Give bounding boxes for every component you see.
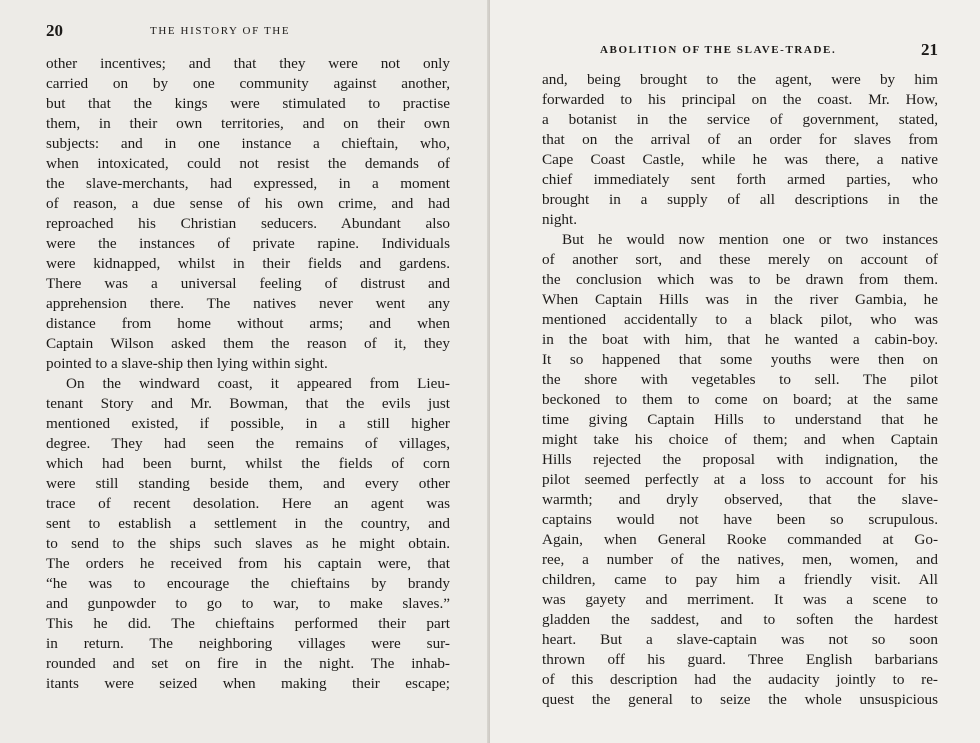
text-line: warmth; and dryly observed, that the slave- [542,491,938,508]
right-running-head-title: ABOLITION OF THE SLAVE-TRADE. [600,44,837,56]
text-line: On the windward coast, it appeared from Lieu- [66,375,450,392]
text-line: itants were seized when making their escape; [46,675,450,692]
text-line: pilot seemed perfectly at a loss to account for his [542,471,938,488]
text-line: when intoxicated, could not resist the demands of [46,155,450,172]
text-line: chief immediately sent forth armed parties, who [542,171,938,188]
text-line: in the boat with him, that he wanted a cabin-boy. [542,331,938,348]
text-line: were still standing beside them, and every other [46,475,450,492]
text-line: degree. They had seen the remains of villages, [46,435,450,452]
text-line: ree, a number of the natives, men, women, and [542,551,938,568]
right-page-number: 21 [921,40,938,59]
text-line: children, came to pay him a friendly visit. All [542,571,938,588]
text-line: gladden the saddest, and to soften the hardest [542,611,938,628]
text-line: but that the kings were stimulated to practise [46,95,450,112]
text-line: night. [542,211,578,228]
text-line: trace of recent desolation. Here an agent was [46,495,450,512]
text-line: were the instances of private rapine. Individuals [46,235,450,252]
text-line: might take his choice of them; and when Captain [542,431,938,448]
text-line: There was a universal feeling of distrust and [46,275,450,292]
text-line: and, being brought to the agent, were by him [542,71,938,88]
left-page-number: 20 [46,21,63,40]
text-line: beckoned to them to come on board; at the same [542,391,938,408]
text-line: mentioned existed, if possible, in a still higher [46,415,450,432]
text-line: that on the arrival of an order for slaves from [542,131,938,148]
text-line: of reason, a due sense of his own crime, and had [46,195,450,212]
text-line: When Captain Hills was in the river Gambia, he [542,291,938,308]
text-line: brought in a supply of all descriptions in the [542,191,938,208]
text-line: to send to the ships such slaves as he might obtain. [46,535,450,552]
text-line: time giving Captain Hills to understand that he [542,411,938,428]
text-line: in return. The neighboring villages were sur- [46,635,450,652]
text-line: reproached his Christian seducers. Abundant also [46,215,450,232]
text-line: rounded and set on fire in the night. The inhab- [46,655,450,672]
text-line: the conclusion which was to be drawn from them. [542,271,938,288]
right-running-header [542,42,938,70]
text-line: of this description had the audacity jointly to re- [542,671,938,688]
text-line: them, in their own territories, and on their own [46,115,450,132]
text-line: distance from home without arms; and when [46,315,450,332]
text-line: Captain Wilson asked them the reason of it, they [46,335,450,352]
text-line: the shore with vegetables to sell. The pilot [542,371,938,388]
text-line: sent to establish a settlement in the country, and [46,515,450,532]
text-line: The orders he received from his captain were, that [46,555,450,572]
text-line: mentioned accidentally to a black pilot, who was [542,311,938,328]
text-line: tenant Story and Mr. Bowman, that the evils just [46,395,450,412]
text-line: “he was to encourage the chieftains by brandy [46,575,450,592]
text-line: subjects: and in one instance a chieftain, who, [46,135,450,152]
text-line: Hills rejected the proposal with indignation, the [542,451,938,468]
text-line: and gunpowder to go to war, to make slaves.” [46,595,450,612]
text-line: pointed to a slave-ship then lying within sight. [46,355,328,372]
text-line: But he would now mention one or two instances [562,231,938,248]
text-line: heart. But a slave-captain was not so soon [542,631,938,648]
text-line: captains would not have been so scrupulous. [542,511,938,528]
right-text-block [542,70,938,710]
text-line: apprehension there. The natives never went any [46,295,450,312]
text-line: Cape Coast Castle, while he was there, a native [542,151,938,168]
left-running-head-title: THE HISTORY OF THE [150,25,291,37]
text-line: It so happened that some youths were then on [542,351,938,368]
text-line: the slave-merchants, had expressed, in a moment [46,175,450,192]
left-running-header [46,21,450,54]
text-line: was gayety and merriment. It was a scene to [542,591,938,608]
text-line: forwarded to his principal on the coast. Mr. How, [542,91,938,108]
right-page [490,0,980,743]
text-line: were kidnapped, whilst in their fields and gardens. [46,255,450,272]
text-line: other incentives; and that they were not only [46,55,450,72]
left-text-block [46,54,450,694]
text-line: Again, when General Rooke commanded at Go- [542,531,938,548]
text-line: a botanist in the service of government, stated, [542,111,938,128]
text-line: which had been burnt, whilst the fields of corn [46,455,450,472]
text-line: carried on by one community against another, [46,75,450,92]
text-line: thrown off his guard. Three English barbarians [542,651,938,668]
text-line: quest the general to seize the whole unsuspicious [542,691,938,708]
text-line: This he did. The chieftains performed their part [46,615,450,632]
text-line: of another sort, and these merely on account of [542,251,938,268]
